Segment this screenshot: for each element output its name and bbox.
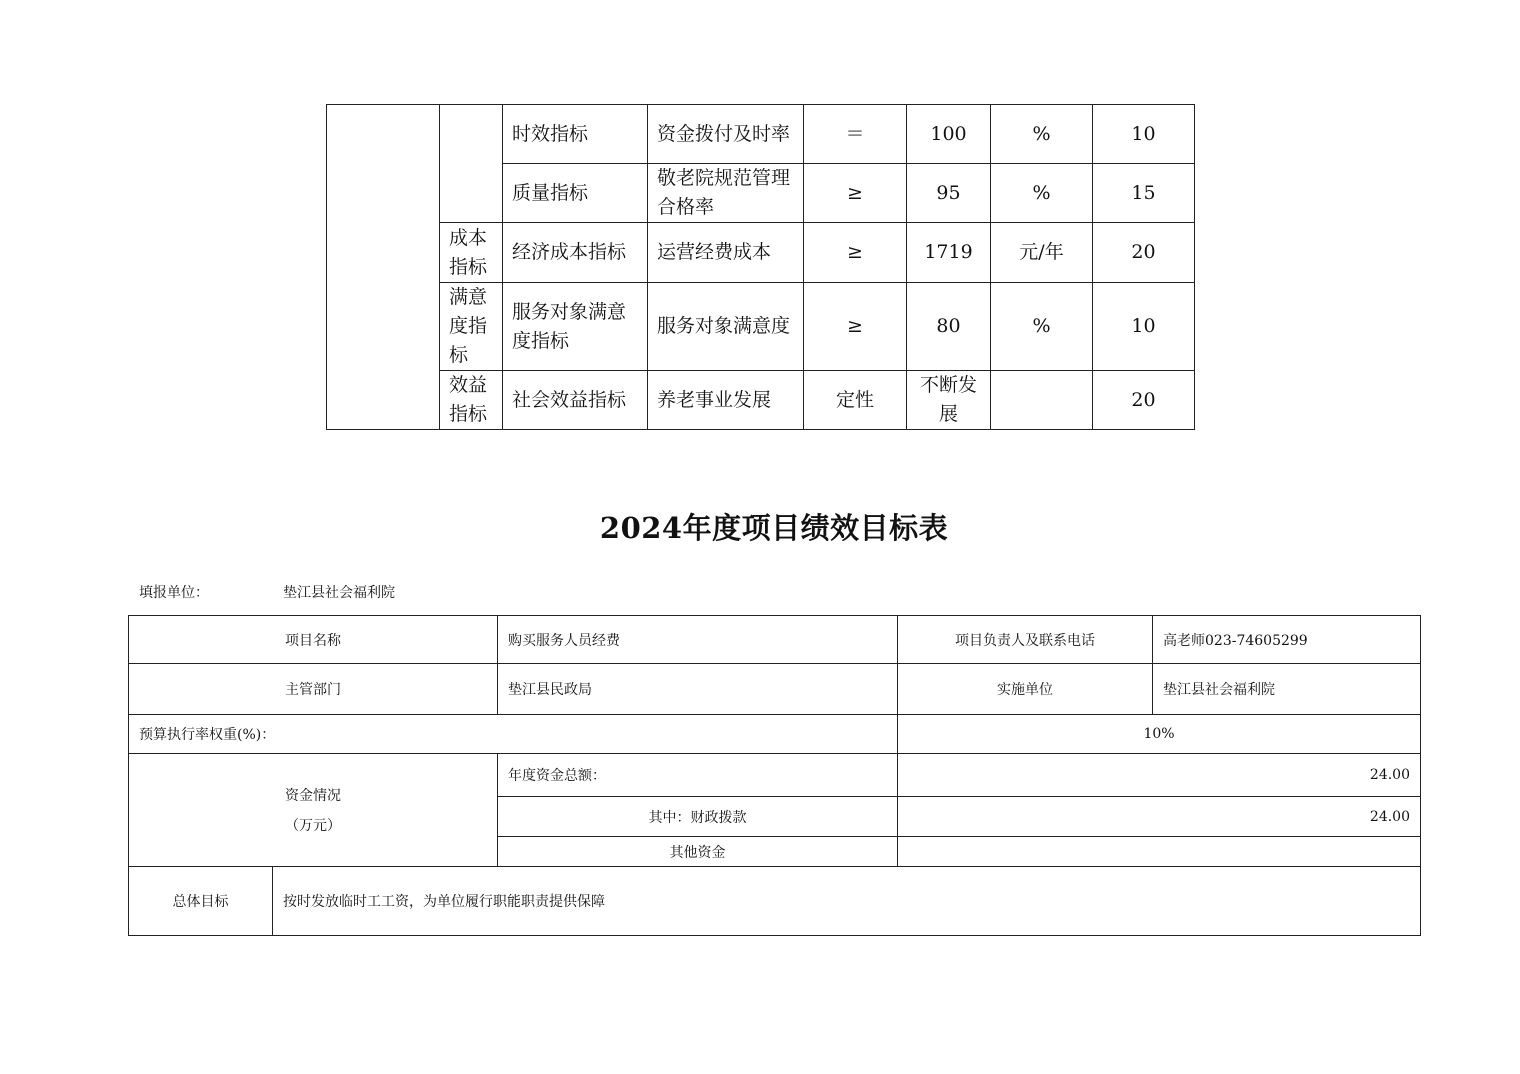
level2-category: 成本指标 [440,223,503,283]
level3-category: 经济成本指标 [503,223,648,283]
level3-category: 时效指标 [503,105,648,164]
fund-other-label: 其他资金 [498,837,898,867]
indicator-operator: ＝ [804,105,907,164]
fund-fiscal-value: 24.00 [898,797,1421,837]
contact-value: 高老师023-74605299 [1153,616,1421,664]
indicator-unit: % [991,283,1093,371]
level3-category: 服务对象满意度指标 [503,283,648,371]
project-table [128,615,1421,936]
budget-weight-label: 预算执行率权重(%)： [129,715,898,754]
indicator-name: 运营经费成本 [648,223,804,283]
indicator-weight: 10 [1093,105,1195,164]
fund-label: 资金情况 [285,788,341,804]
fund-other-value [898,837,1421,867]
dept-value: 垫江县民政局 [498,664,898,715]
indicator-value: 95 [907,164,991,223]
indicator-operator: ≥ [804,164,907,223]
table-row [327,223,1195,283]
table-row [129,664,1421,715]
level2-indicator-cell [440,105,503,223]
goal-value: 按时发放临时工工资，为单位履行职能职责提供保障 [273,867,1421,936]
indicator-weight: 20 [1093,371,1195,430]
table-row [327,371,1195,430]
fund-total-value: 24.00 [898,754,1421,797]
level2-category: 满意度指标 [440,283,503,371]
goal-label: 总体目标 [129,867,273,936]
dept-label: 主管部门 [129,664,498,715]
indicator-unit [991,371,1093,430]
table-row [327,105,1195,164]
unit-label: 填报单位： [139,585,209,601]
indicator-name: 养老事业发展 [648,371,804,430]
indicator-value: 100 [907,105,991,164]
indicator-name: 资金拨付及时率 [648,105,804,164]
level2-category: 效益指标 [440,371,503,430]
indicator-weight: 20 [1093,223,1195,283]
indicator-operator: ≥ [804,223,907,283]
indicator-unit: % [991,105,1093,164]
fund-total-label: 年度资金总额： [498,754,898,797]
indicator-name: 敬老院规范管理合格率 [648,164,804,223]
budget-weight-value: 10% [898,715,1421,754]
impl-unit-value: 垫江县社会福利院 [1153,664,1421,715]
unit-value: 垫江县社会福利院 [283,585,395,601]
indicator-name: 服务对象满意度 [648,283,804,371]
project-name-value: 购买服务人员经费 [498,616,898,664]
indicator-unit: % [991,164,1093,223]
table-row [129,616,1421,664]
indicator-table [326,104,1195,430]
table-row [129,754,1421,797]
level3-category: 社会效益指标 [503,371,648,430]
indicator-operator: 定性 [804,371,907,430]
indicator-weight: 10 [1093,283,1195,371]
fund-fiscal-label: 其中：财政拨款 [498,797,898,837]
indicator-value: 1719 [907,223,991,283]
impl-unit-label: 实施单位 [898,664,1153,715]
indicator-operator: ≥ [804,283,907,371]
indicator-weight: 15 [1093,164,1195,223]
indicator-value: 80 [907,283,991,371]
level3-category: 质量指标 [503,164,648,223]
level1-indicator-cell [327,105,440,430]
table-row [327,283,1195,371]
page-title: 2024年度项目绩效目标表 [599,511,949,545]
table-row [129,867,1421,936]
table-row [129,715,1421,754]
project-name-label: 项目名称 [129,616,498,664]
indicator-unit: 元/年 [991,223,1093,283]
fund-unit: （万元） [285,818,341,834]
contact-label: 项目负责人及联系电话 [898,616,1153,664]
fund-label-cell [129,754,498,867]
indicator-value: 不断发展 [907,371,991,430]
